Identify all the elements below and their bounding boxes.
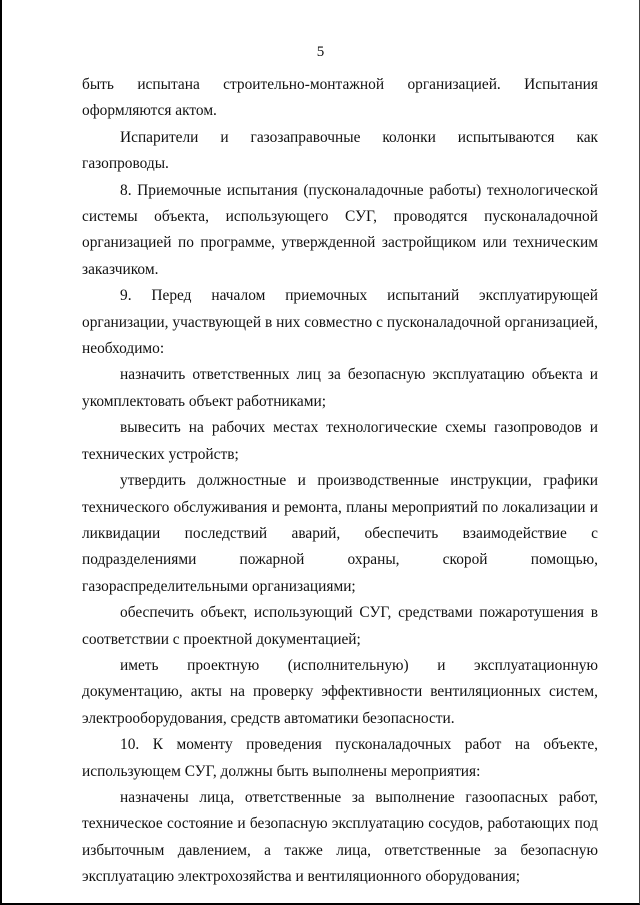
paragraph: 10. К моменту проведения пусконаладочных работ на объекте, использующем СУГ, должны быть выполнены мероприятия: — [82, 736, 598, 780]
paragraph: вывесить на рабочих местах технологические схемы газопроводов и технических устройств; — [82, 419, 598, 463]
paragraph: иметь проектную (исполнительную) и эксплуатационную документацию, акты на проверку эффективности вентиляционных систем, электрооборудования, средств автоматики безопасности. — [82, 656, 598, 727]
paragraph: 8. Приемочные испытания (пусконаладочные работы) технологической системы объекта, использующего СУГ, проводятся пусконаладочной организацией по программе, утвержденной застройщиком или техническим заказчиком. — [82, 181, 598, 278]
paragraph: Испарители и газозаправочные колонки испытываются как газопроводы. — [82, 128, 598, 173]
paragraph: назначены лица, ответственные за выполнение газоопасных работ, техническое состояние и безопасную эксплуатацию сосудов, работающих под избыточным давлением, а также лица, ответственные за безопасную эксплуатацию электрохозяйства и вентиляционного оборудования; — [82, 788, 598, 886]
paragraph: назначить ответственных лиц за безопасную эксплуатацию объекта и укомплектовать объект работниками; — [82, 366, 598, 410]
document-body — [82, 72, 598, 891]
paragraph: обеспечить объект, использующий СУГ, средствами пожаротушения в соответствии с проектной документацией; — [82, 604, 598, 648]
paragraph: утвердить должностные и производственные инструкции, графики технического обслуживания и ремонта, планы мероприятий по локализации и ликвидации последствий аварий, обеспечить взаимодействие с подразделениями пожарной охраны, скорой помощью, газораспределительными организациями; — [82, 472, 598, 595]
paragraph: 9. Перед началом приемочных испытаний эксплуатирующей организации, участвующей в них совместно с пусконаладочной организацией, необходимо: — [82, 287, 598, 358]
page-number: 5 — [316, 44, 325, 60]
paragraph: быть испытана строительно-монтажной организацией. Испытания оформляются актом. — [82, 76, 598, 120]
